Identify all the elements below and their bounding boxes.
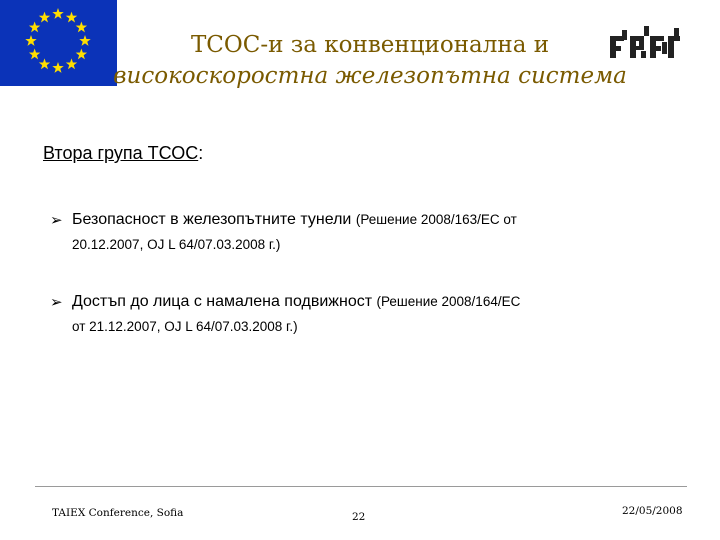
arrow-bullet-icon: ➢ (50, 212, 63, 229)
bullet-detail-continuation: от 21.12.2007, OJ L 64/07.03.2008 г.) (72, 319, 298, 334)
title-line-1: ТСОС-и за конвенционална и (190, 32, 550, 58)
bullet-detail-start: (Решение 2008/163/ЕС от (355, 212, 517, 227)
title-line-2: високоскоростна железопътна система (113, 63, 627, 89)
flag-star-icon (76, 22, 87, 33)
subheading-colon: : (198, 143, 204, 163)
eu-flag-icon (0, 0, 117, 86)
flag-star-icon (76, 49, 87, 60)
bullet-line-1 (72, 293, 520, 311)
eu-stars-circle (0, 0, 117, 86)
bullet-main-text: Достъп до лица с намалена подвижност (72, 293, 373, 310)
slide-title (110, 30, 630, 92)
flag-star-icon (39, 58, 50, 69)
arrow-bullet-icon: ➢ (50, 294, 63, 311)
era-logo-icon (608, 22, 684, 66)
flag-star-icon (66, 12, 77, 23)
flag-star-icon (66, 58, 77, 69)
footer-page-number: 22 (352, 511, 366, 523)
flag-star-icon (39, 12, 50, 23)
bullet-line-1 (72, 211, 517, 229)
flag-star-icon (25, 35, 36, 46)
flag-star-icon (29, 22, 40, 33)
footer-conference: TAIEX Conference, Sofia (52, 507, 184, 519)
flag-star-icon (52, 8, 63, 19)
footer-divider (35, 486, 687, 487)
subheading-text: Втора група ТСОС (43, 143, 199, 163)
flag-star-icon (52, 62, 63, 73)
flag-star-icon (79, 35, 90, 46)
bullet-detail-continuation: 20.12.2007, OJ L 64/07.03.2008 г.) (72, 237, 281, 252)
bullet-detail-start: (Решение 2008/164/ЕС (376, 294, 521, 309)
footer-date: 22/05/2008 (622, 505, 683, 517)
section-subheading (43, 143, 203, 164)
flag-star-icon (29, 49, 40, 60)
bullet-main-text: Безопасност в железопътните тунели (72, 211, 352, 228)
